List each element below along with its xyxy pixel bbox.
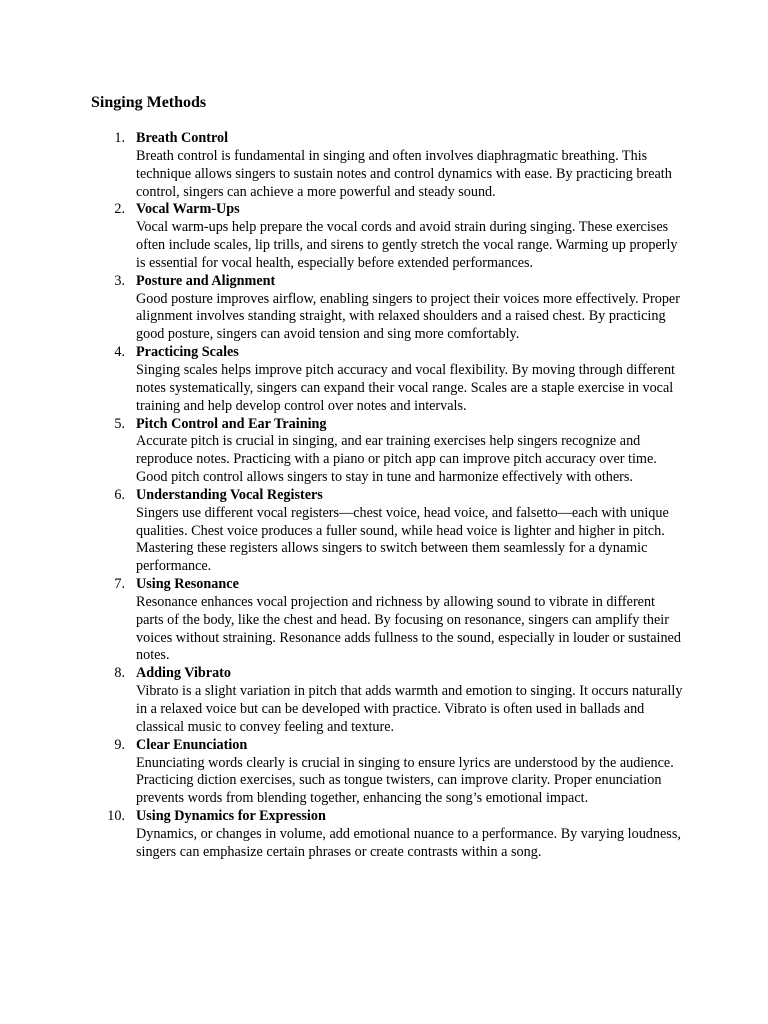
item-number: 3. xyxy=(114,272,125,289)
item-description: Dynamics, or changes in volume, add emotional nuance to a performance. By varying loudness, singers can emphasize certain phrases or create contrasts within a song. xyxy=(136,825,681,860)
item-heading: Understanding Vocal Registers xyxy=(136,486,323,503)
list-item xyxy=(90,416,690,487)
singing-methods-list xyxy=(90,130,690,862)
list-item xyxy=(90,737,690,808)
item-heading: Using Resonance xyxy=(136,576,239,593)
item-description: Accurate pitch is crucial in singing, and ear training exercises help singers recognize and reproduce notes. Practicing with a piano or pitch app can improve pitch accuracy over time. Good pitch control allows singers to stay in tune and harmonize effectively with others. xyxy=(136,433,657,486)
item-number: 2. xyxy=(114,201,125,218)
item-number: 1. xyxy=(114,130,125,146)
item-heading: Posture and Alignment xyxy=(136,272,276,289)
item-description: Resonance enhances vocal projection and richness by allowing sound to vibrate in different parts of the body, like the chest and head. By focusing on resonance, singers can amplify their voices without straining. Resonance adds fullness to the sound, especially in louder or sustained notes. xyxy=(136,593,681,664)
list-item xyxy=(90,487,690,576)
list-item xyxy=(90,273,690,344)
item-number: 8. xyxy=(114,665,125,682)
item-number: 4. xyxy=(114,344,125,361)
item-number: 9. xyxy=(114,736,125,753)
item-heading: Vocal Warm-Ups xyxy=(136,201,240,218)
item-heading: Practicing Scales xyxy=(136,344,239,361)
list-item xyxy=(90,344,690,415)
item-heading: Using Dynamics for Expression xyxy=(136,808,326,825)
item-heading: Pitch Control and Ear Training xyxy=(136,415,327,432)
list-item xyxy=(90,808,690,862)
item-number: 5. xyxy=(114,415,125,432)
item-description: Enunciating words clearly is crucial in singing to ensure lyrics are understood by the audience. Practicing diction exercises, such as tongue twisters, can improve clarity. Proper enunciation prevents words from blending together, enhancing the song’s emotional impact. xyxy=(136,754,674,807)
item-number: 7. xyxy=(114,576,125,593)
item-number: 6. xyxy=(114,486,125,503)
item-description: Good posture improves airflow, enabling singers to project their voices more effectively. Proper alignment involves standing straight, with relaxed shoulders and a raised chest. By practicing good posture, singers can avoid tension and sing more comfortably. xyxy=(136,290,680,343)
list-item xyxy=(90,576,690,665)
item-heading: Adding Vibrato xyxy=(136,665,232,682)
item-description: Singers use different vocal registers—chest voice, head voice, and falsetto—each with unique qualities. Chest voice produces a fuller sound, while head voice is lighter and higher in pitch. Mastering these registers allows singers to switch between them seamlessly for a dynamic performance. xyxy=(136,504,669,575)
page-title: Singing Methods xyxy=(91,94,207,111)
list-item xyxy=(90,201,690,272)
item-number: 10. xyxy=(107,808,125,825)
item-heading: Clear Enunciation xyxy=(136,736,248,753)
item-description: Breath control is fundamental in singing and often involves diaphragmatic breathing. This technique allows singers to sustain notes and control dynamics with ease. By practicing breath control, singers can achieve a more powerful and steady sound. xyxy=(136,147,672,200)
item-heading: Breath Control xyxy=(136,130,229,146)
item-description: Singing scales helps improve pitch accuracy and vocal flexibility. By moving through different notes systematically, singers can expand their vocal range. Scales are a staple exercise in vocal training and help develop control over notes and intervals. xyxy=(136,361,675,414)
list-item xyxy=(90,665,690,736)
list-item xyxy=(90,130,690,201)
item-description: Vibrato is a slight variation in pitch that adds warmth and emotion to singing. It occurs naturally in a relaxed voice but can be developed with practice. Vibrato is often used in ballads and classical music to convey feeling and texture. xyxy=(136,683,683,735)
item-description: Vocal warm-ups help prepare the vocal cords and avoid strain during singing. These exercises often include scales, lip trills, and sirens to gently stretch the vocal range. Warming up properly is essential for vocal health, especially before extended performances. xyxy=(136,219,678,271)
